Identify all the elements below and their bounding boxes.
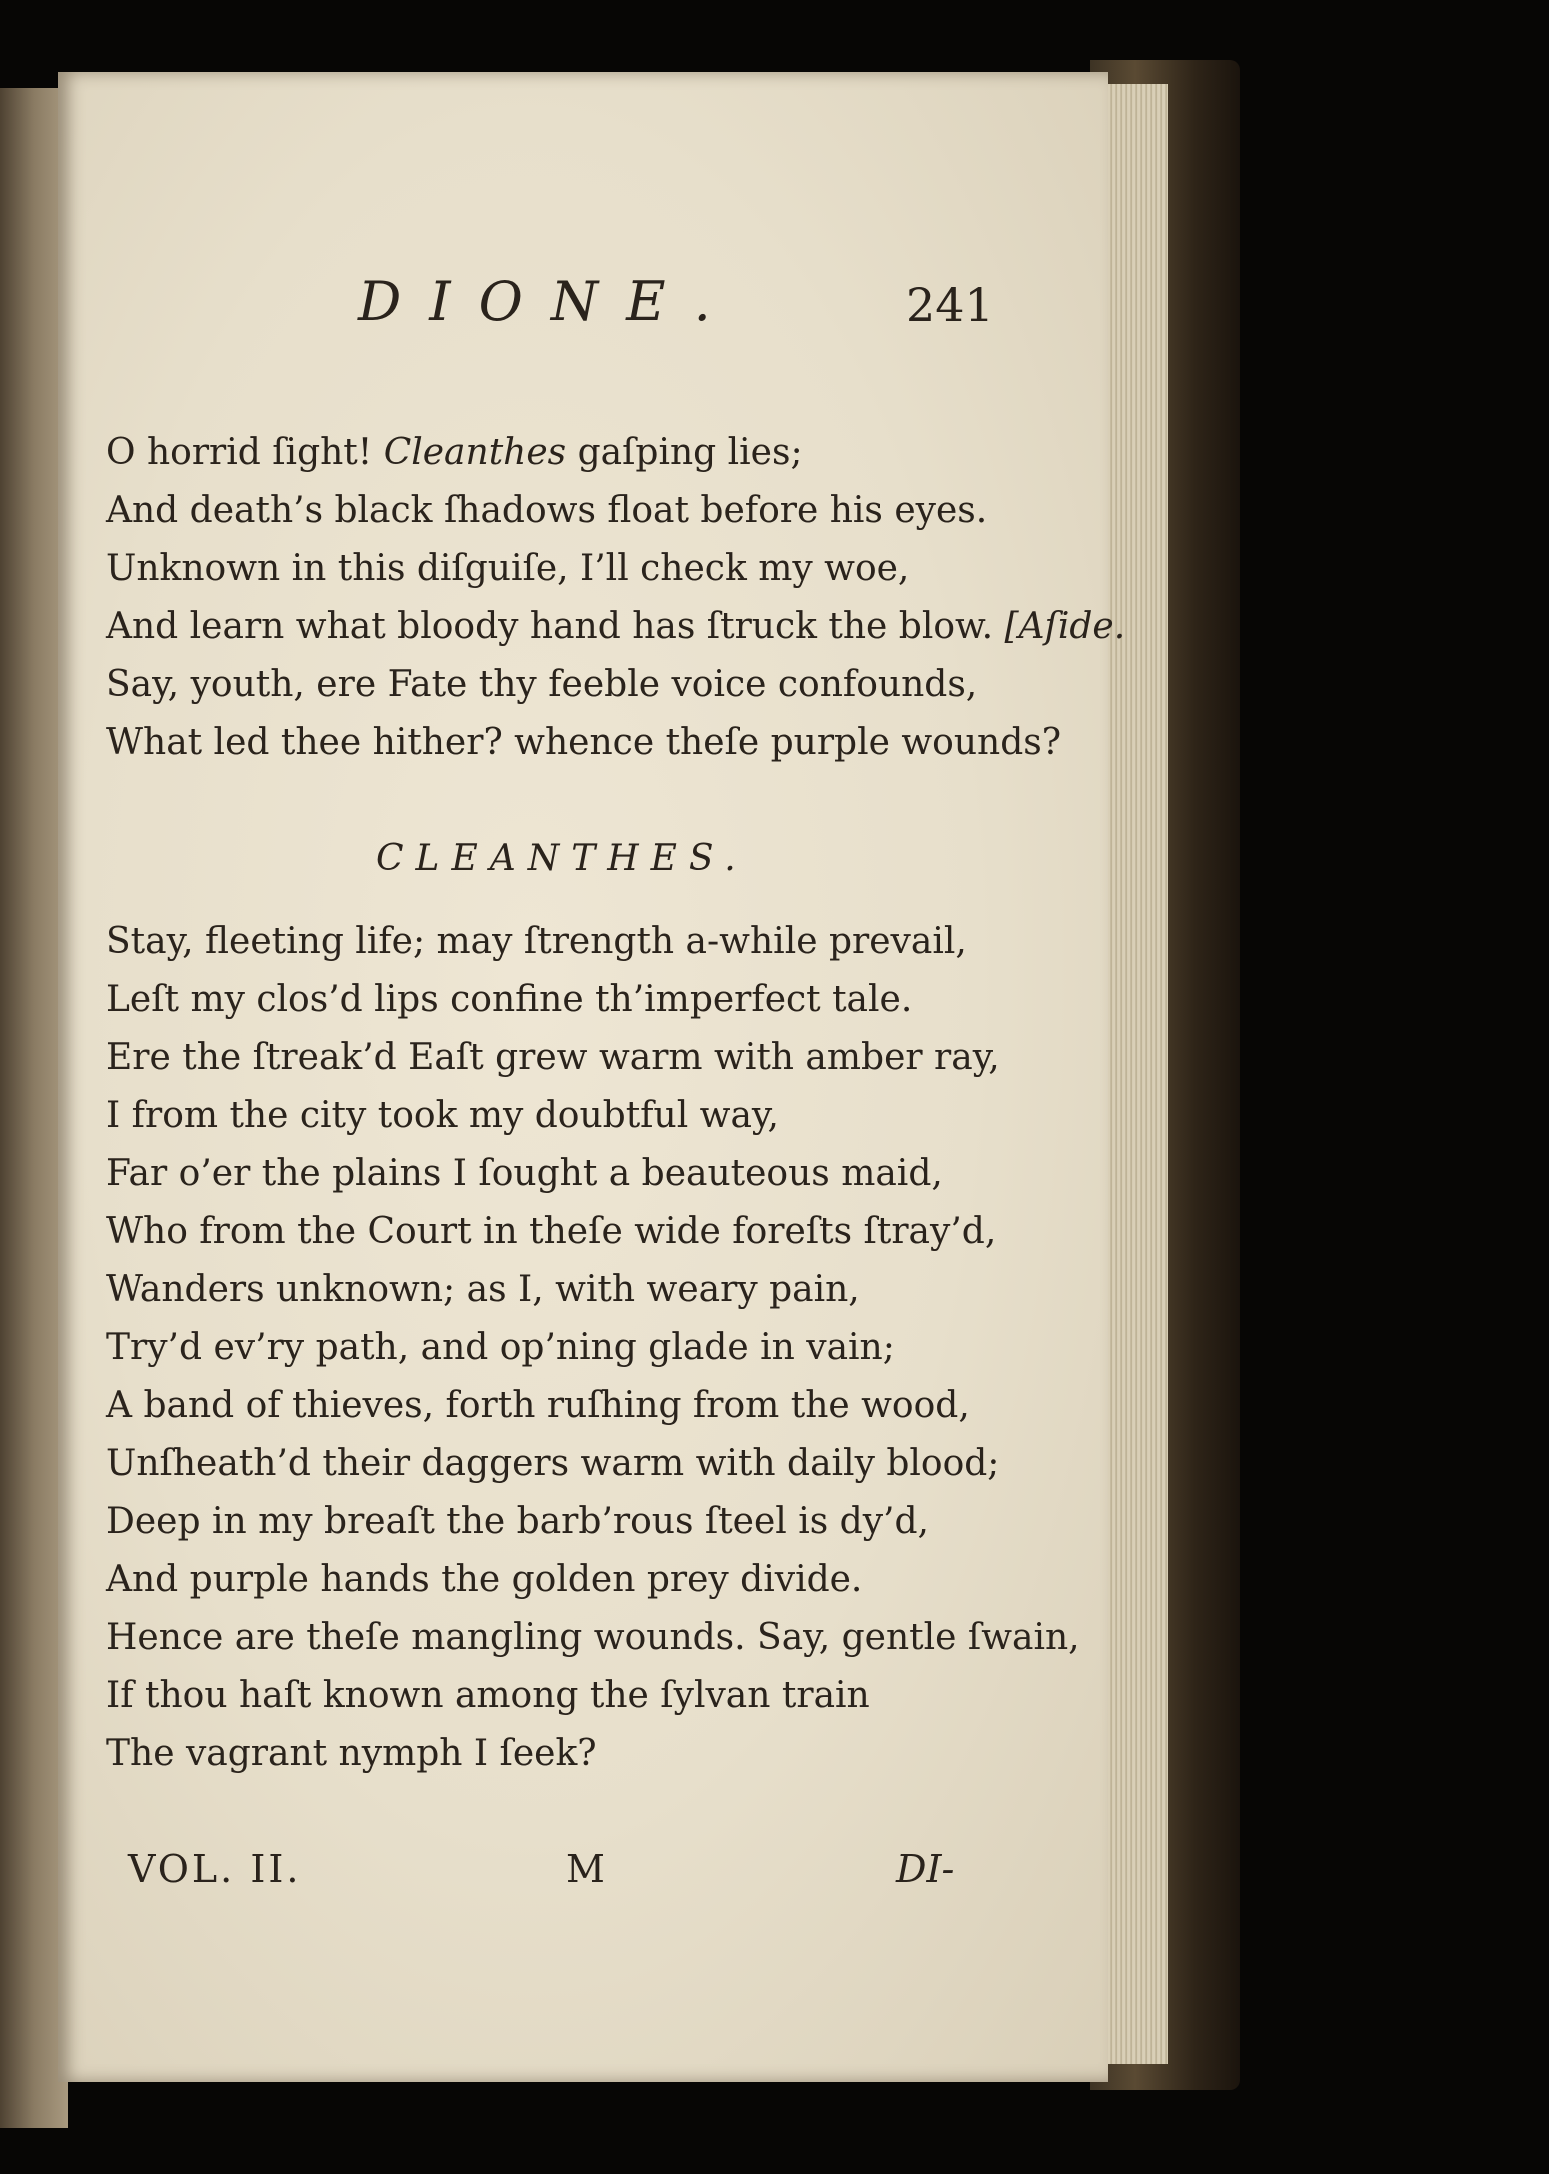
verse-line: And learn what bloody hand has ſtruck the blow. [Aſide. [106,606,1126,647]
verse-line: Unknown in this diſguiſe, I’ll check my woe, [106,548,910,589]
verse-line: Leſt my clos’d lips confine th’imperfect tale. [106,979,913,1020]
verse-line: The vagrant nymph I ſeek? [106,1733,597,1774]
catchword: DI- [896,1847,955,1891]
verse-line: Hence are theſe mangling wounds. Say, gentle ſwain, [106,1617,1080,1658]
verse-line: Try’d ev’ry path, and op’ning glade in vain; [106,1327,895,1368]
book-page [58,72,1126,2082]
verse-line: A band of thieves, forth ruſhing from the wood, [106,1385,970,1426]
verse-line: If thou haſt known among the ſylvan train [106,1675,870,1716]
verse-line: Who from the Court in theſe wide foreſts ſtray’d, [106,1211,997,1252]
stage-direction: [Aſide. [1004,606,1126,647]
speaker-heading: CLEANTHES. [376,838,748,879]
verse-line: And purple hands the golden prey divide. [106,1559,863,1600]
running-title: DIONE. [358,270,739,333]
verse-line: Far o’er the plains I ſought a beauteous maid, [106,1153,943,1194]
verse-line: Ere the ſtreak’d Eaſt grew warm with amber ray, [106,1037,1000,1078]
verse-passage-2 [106,913,1080,1783]
signature-mark: M [566,1847,605,1891]
verse-line: Unſheath’d their daggers warm with daily blood; [106,1443,1000,1484]
verse-line: And death’s black ſhadows float before his eyes. [106,490,988,531]
volume-number: VOL. II. [128,1847,302,1891]
verse-line: I from the city took my doubtful way, [106,1095,779,1136]
verse-passage-1 [106,424,1126,772]
character-name: Cleanthes [383,432,567,473]
verse-line: O horrid ſight! Cleanthes gaſping lies; [106,432,803,473]
verse-line: Deep in my breaſt the barb’rous ſteel is dy’d, [106,1501,929,1542]
verse-line: What led thee hither? whence theſe purple wounds? [106,722,1062,763]
verse-line: Stay, fleeting life; may ſtrength a-while prevail, [106,921,967,962]
verse-line: Say, youth, ere Fate thy feeble voice confounds, [106,664,978,705]
page-block-edges [1098,84,1168,2064]
page-number: 241 [906,278,994,332]
verse-line: Wanders unknown; as I, with weary pain, [106,1269,860,1310]
